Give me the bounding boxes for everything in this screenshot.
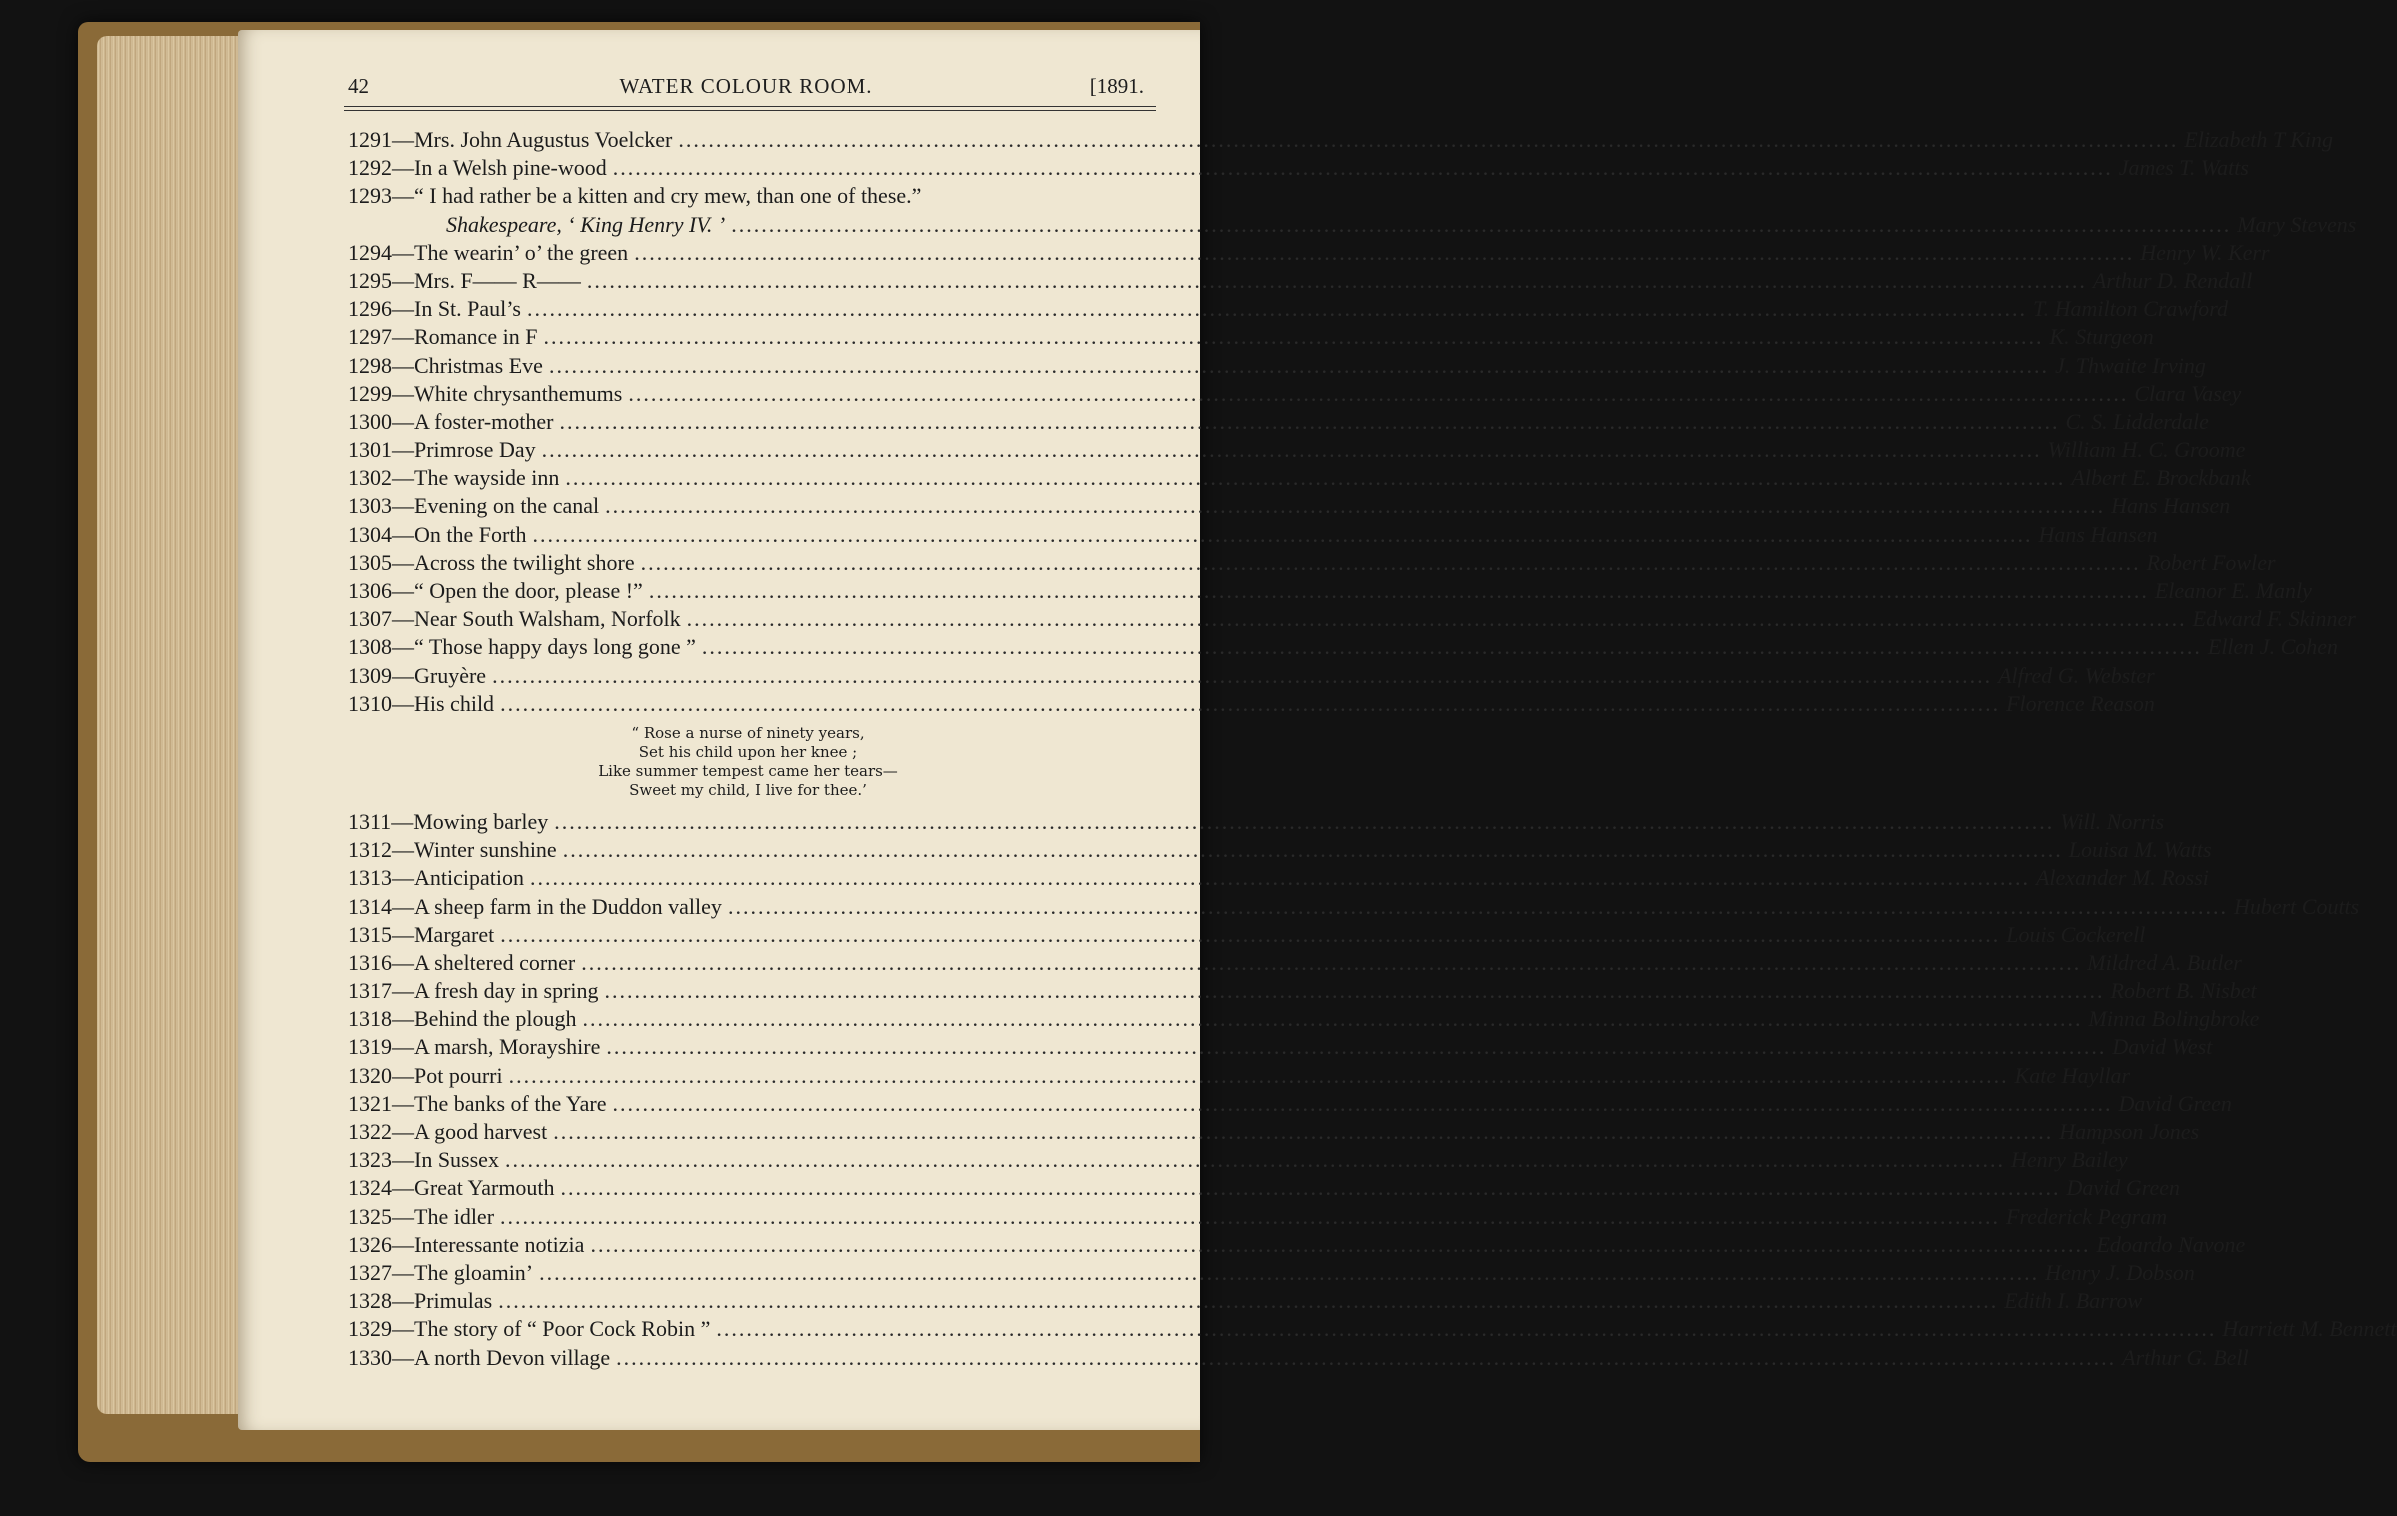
catalogue-entry: 1325 — The idler ........................................................................................................................................................................................................ Frederick Pegram <box>348 1203 2168 1229</box>
entry-number: 1291 <box>348 127 392 152</box>
entry-artist: Mary Stevens <box>2237 211 2357 237</box>
page-title: WATER COLOUR ROOM. <box>619 74 873 98</box>
catalogue-entries <box>348 126 2397 1372</box>
leader-dots: ........................................................................................................................................................................................................ <box>686 606 2187 632</box>
entry-title: A foster-mother <box>414 408 554 434</box>
leader-dots: ........................................................................................................................................................................................................ <box>526 296 2027 322</box>
entry-title: Interessante notizia <box>414 1231 585 1257</box>
entry-artist: Louis Cockerell <box>2006 921 2146 947</box>
leader-dots: ........................................................................................................................................................................................................ <box>543 324 2044 350</box>
catalogue-entry: 1317 — A fresh day in spring ........................................................................................................................................................................................................ Robert B. Nisbet <box>348 978 2257 1004</box>
entry-number: 1328 <box>348 1288 392 1314</box>
entry-artist: Alfred G. Webster <box>1998 662 2155 688</box>
leader-dots: ........................................................................................................................................................................................................ <box>678 127 2179 152</box>
entry-title: A good harvest <box>414 1119 548 1144</box>
catalogue-entry: 1326 — Interessante notizia ........................................................................................................................................................................................................ Edoardo Navone <box>348 1231 2246 1257</box>
header-rule <box>344 110 1156 111</box>
entry-number: 1322 <box>348 1119 392 1144</box>
catalogue-entry: 1328 — Primulas ........................................................................................................................................................................................................ Edith I. Barrow <box>348 1288 2143 1314</box>
leader-dots: ........................................................................................................................................................................................................ <box>553 1119 2054 1144</box>
entry-title: The wearin’ o’ the green <box>414 239 629 265</box>
catalogue-entry: 1293 — “ I had rather be a kitten and cry mew, than one of these.” <box>348 183 922 209</box>
entry-artist: Minna Bolingbroke <box>2088 1006 2260 1032</box>
entry-title: The gloamin’ <box>414 1259 534 1285</box>
entry-number: 1318 <box>348 1006 392 1032</box>
catalogue-entry: 1312 — Winter sunshine ........................................................................................................................................................................................................ Louisa M. Watts <box>348 837 2212 863</box>
entry-artist: David Green <box>2066 1175 2180 1201</box>
leader-dots: ........................................................................................................................................................................................................ <box>498 1288 1999 1314</box>
catalogue-entry: 1311 — Mowing barley ........................................................................................................................................................................................................ Will. Norris <box>348 808 2165 834</box>
leader-dots: ........................................................................................................................................................................................................ <box>731 211 2232 237</box>
entry-artist: Arthur D. Rendall <box>2092 267 2253 293</box>
leader-dots: ........................................................................................................................................................................................................ <box>582 1006 2083 1032</box>
catalogue-entry: 1319 — A marsh, Morayshire ........................................................................................................................................................................................................ David West <box>348 1034 2213 1060</box>
leader-dots: ........................................................................................................................................................................................................ <box>492 662 1993 688</box>
entry-number: 1315 <box>348 921 392 947</box>
leader-dots: ........................................................................................................................................................................................................ <box>539 1259 2040 1285</box>
entry-number: 1327 <box>348 1259 392 1285</box>
entry-artist: Hubert Coutts <box>2233 893 2360 919</box>
catalogue-entry: 1327 — The gloamin’ ........................................................................................................................................................................................................ Henry J. Dobson <box>348 1259 2195 1285</box>
leader-dots: ........................................................................................................................................................................................................ <box>727 893 2228 919</box>
catalogue-entry: 1307 — Near South Walsham, Norfolk ........................................................................................................................................................................................................ Edward F. Skinner <box>348 606 2356 632</box>
entry-artist: Will. Norris <box>2060 808 2165 834</box>
leader-dots: ........................................................................................................................................................................................................ <box>500 1203 2001 1229</box>
entry-title: “ Open the door, please !” <box>414 578 643 603</box>
page-header <box>348 74 1144 108</box>
catalogue-entry: 1302 — The wayside inn ........................................................................................................................................................................................................ Albert E. Brockbank <box>348 465 2251 491</box>
entry-artist: Henry Bailey <box>2010 1147 2128 1173</box>
entry-number: 1314 <box>348 893 392 919</box>
leader-dots: ........................................................................................................................................................................................................ <box>562 837 2063 863</box>
entry-number: 1296 <box>348 296 392 322</box>
catalogue-entry: 1310 — His child ........................................................................................................................................................................................................ Florence Reason <box>348 690 2155 716</box>
leader-dots: ........................................................................................................................................................................................................ <box>560 1175 2061 1201</box>
leader-dots: ........................................................................................................................................................................................................ <box>504 1147 2005 1173</box>
poem-line: “ Rose a nurse of ninety years, <box>631 723 865 742</box>
entry-number: 1321 <box>348 1090 392 1116</box>
entry-artist: Edward F. Skinner <box>2192 606 2356 632</box>
entry-number: 1324 <box>348 1175 392 1201</box>
leader-dots: ........................................................................................................................................................................................................ <box>648 578 2149 603</box>
entry-artist: Henry J. Dobson <box>2045 1259 2195 1285</box>
entry-number: 1305 <box>348 549 392 575</box>
entry-title: Evening on the canal <box>414 493 600 519</box>
entry-title: In St. Paul’s <box>414 296 521 322</box>
entry-artist: William H. C. Groome <box>2047 437 2246 463</box>
entry-number: 1319 <box>348 1034 392 1060</box>
entry-title: Behind the plough <box>414 1006 577 1032</box>
entry-artist: Florence Reason <box>2006 690 2155 716</box>
entry-number: 1308 <box>348 634 392 660</box>
entry-number: 1325 <box>348 1203 392 1229</box>
catalogue-entry: 1320 — Pot pourri ........................................................................................................................................................................................................ Kate Hayllar <box>348 1062 2131 1088</box>
catalogue-entry: 1300 — A foster-mother ........................................................................................................................................................................................................ C. S. Lidderdale <box>348 408 2209 434</box>
entry-title: The banks of the Yare <box>414 1090 607 1116</box>
catalogue-entry-continuation <box>348 211 2357 239</box>
entry-title: Gruyère <box>414 662 487 688</box>
entry-artist: Ellen J. Cohen <box>2207 634 2339 660</box>
entry-title: Primulas <box>414 1288 493 1314</box>
leader-dots: ........................................................................................................................................................................................................ <box>508 1062 2009 1088</box>
catalogue-entry: 1299 — White chrysanthemums ........................................................................................................................................................................................................ Clara Vasey <box>348 380 2242 406</box>
catalogue-entry: 1295 — Mrs. F—— R—— ........................................................................................................................................................................................................ Arthur D. Rendall <box>348 267 2253 293</box>
entry-artist: Hans Hansen <box>2038 521 2158 547</box>
entry-number: 1304 <box>348 521 392 547</box>
catalogue-entry: 1330 — A north Devon village ........................................................................................................................................................................................................ Arthur G. Bell <box>348 1344 2249 1370</box>
catalogue-entry: 1313 — Anticipation ........................................................................................................................................................................................................ Alexander M. Rossi <box>348 865 2209 891</box>
entry-source: Shakespeare, ‘ King Henry IV. ’ <box>446 211 726 237</box>
entry-title: “ Those happy days long gone ” <box>414 634 696 660</box>
catalogue-entry: 1303 — Evening on the canal ........................................................................................................................................................................................................ Hans Hansen <box>348 493 2231 519</box>
catalogue-entry: 1298 — Christmas Eve ........................................................................................................................................................................................................ J. Thwaite Irving <box>348 352 2206 378</box>
entry-artist: Alexander M. Rossi <box>2035 865 2209 891</box>
entry-artist: Arthur G. Bell <box>2122 1344 2249 1370</box>
entry-title: In Sussex <box>414 1147 499 1173</box>
entry-title: The wayside inn <box>414 465 560 491</box>
entry-number: 1306 <box>348 578 392 603</box>
entry-number: 1311 <box>348 808 392 834</box>
catalogue-entry: 1322 — A good harvest ........................................................................................................................................................................................................ Hampson Jones <box>348 1119 2200 1144</box>
entry-artist: Louisa M. Watts <box>2068 837 2212 863</box>
leader-dots: ........................................................................................................................................................................................................ <box>634 239 2135 265</box>
poem-line: Sweet my child, I live for thee.’ <box>629 780 867 799</box>
entry-artist: David Green <box>2118 1090 2232 1116</box>
entry-title: A marsh, Morayshire <box>414 1034 601 1060</box>
leader-dots: ........................................................................................................................................................................................................ <box>565 465 2066 491</box>
entry-title: Margaret <box>414 921 495 947</box>
entry-artist: Harriett M. Bennett <box>2222 1316 2397 1342</box>
leader-dots: ........................................................................................................................................................................................................ <box>606 1034 2107 1060</box>
entry-number: 1295 <box>348 267 392 293</box>
entry-artist: Edith I. Barrow <box>2004 1288 2143 1314</box>
entry-number: 1292 <box>348 155 392 181</box>
entry-title: A fresh day in spring <box>414 978 599 1004</box>
entry-number: 1300 <box>348 408 392 434</box>
entry-title: A sheep farm in the Duddon valley <box>414 893 722 919</box>
entry-artist: Henry W. Kerr <box>2140 239 2270 265</box>
leader-dots: ........................................................................................................................................................................................................ <box>541 437 2042 463</box>
leader-dots: ........................................................................................................................................................................................................ <box>612 1090 2113 1116</box>
leader-dots: ........................................................................................................................................................................................................ <box>529 865 2030 891</box>
poem-line: Like summer tempest came her tears— <box>598 761 898 780</box>
leader-dots: ........................................................................................................................................................................................................ <box>500 690 2001 716</box>
entry-title: His child <box>414 690 495 716</box>
entry-group <box>348 808 2397 1372</box>
entry-artist: Kate Hayllar <box>2014 1062 2131 1088</box>
entry-number: 1323 <box>348 1147 392 1173</box>
header-rule <box>344 106 1156 107</box>
entry-artist: J. Thwaite Irving <box>2054 352 2206 378</box>
leader-dots: ........................................................................................................................................................................................................ <box>554 808 2055 834</box>
entry-number: 1312 <box>348 837 392 863</box>
entry-number: 1307 <box>348 606 392 632</box>
leader-dots: ........................................................................................................................................................................................................ <box>640 549 2141 575</box>
entry-title: A north Devon village <box>414 1344 611 1370</box>
entry-artist: Mildred A. Butler <box>2087 949 2242 975</box>
entry-title: A sheltered corner <box>414 949 576 975</box>
catalogue-entry: 1324 — Great Yarmouth ........................................................................................................................................................................................................ David Green <box>348 1175 2180 1201</box>
leader-dots: ........................................................................................................................................................................................................ <box>716 1316 2217 1342</box>
entry-number: 1329 <box>348 1316 392 1342</box>
catalogue-entry: 1308 — “ Those happy days long gone ” ........................................................................................................................................................................................................ Ellen J. Cohen <box>348 634 2339 660</box>
entry-artist: James T. Watts <box>2118 155 2249 181</box>
catalogue-entry: 1309 — Gruyère ........................................................................................................................................................................................................ Alfred G. Webster <box>348 662 2155 688</box>
entry-group <box>348 126 2334 182</box>
catalogue-entry: 1314 — A sheep farm in the Duddon valley ........................................................................................................................................................................................................ Hubert Coutts <box>348 893 2360 919</box>
entry-artist: T. Hamilton Crawford <box>2032 296 2228 322</box>
entry-title: Mrs. John Augustus Voelcker <box>414 127 673 152</box>
entry-number: 1299 <box>348 380 392 406</box>
entry-number: 1293 <box>348 183 392 209</box>
entry-title: The story of “ Poor Cock Robin ” <box>414 1316 711 1342</box>
entry-group <box>348 239 2356 718</box>
entry-title: The idler <box>414 1203 495 1229</box>
catalogue-entry: 1316 — A sheltered corner ........................................................................................................................................................................................................ Mildred A. Butler <box>348 949 2242 975</box>
leader-dots: ........................................................................................................................................................................................................ <box>590 1231 2091 1257</box>
entry-artist: Frederick Pegram <box>2006 1203 2168 1229</box>
page-year: [1891. <box>1089 74 1144 98</box>
entry-title: In a Welsh pine-wood <box>414 155 607 181</box>
entry-artist: K. Sturgeon <box>2049 324 2154 350</box>
catalogue-entry: 1294 — The wearin’ o’ the green ........................................................................................................................................................................................................ Henry W. Kerr <box>348 239 2270 265</box>
catalogue-entry: 1304 — On the Forth ........................................................................................................................................................................................................ Hans Hansen <box>348 521 2158 547</box>
entry-title: White chrysanthemums <box>414 380 623 406</box>
leader-dots: ........................................................................................................................................................................................................ <box>604 978 2105 1004</box>
catalogue-entry: 1315 — Margaret ........................................................................................................................................................................................................ Louis Cockerell <box>348 921 2146 947</box>
entry-artist: Albert E. Brockbank <box>2071 465 2251 491</box>
leader-dots: ........................................................................................................................................................................................................ <box>586 267 2087 293</box>
entry-number: 1298 <box>348 352 392 378</box>
catalogue-entry: 1321 — The banks of the Yare ........................................................................................................................................................................................................ David Green <box>348 1090 2232 1116</box>
catalogue-entry: 1297 — Romance in F ........................................................................................................................................................................................................ K. Sturgeon <box>348 324 2154 350</box>
entry-artist: Eleanor E. Manly <box>2154 578 2312 603</box>
catalogue-entry: 1323 — In Sussex ........................................................................................................................................................................................................ Henry Bailey <box>348 1147 2128 1173</box>
catalogue-entry: 1305 — Across the twilight shore ........................................................................................................................................................................................................ Robert Fowler <box>348 549 2276 575</box>
catalogue-entry: 1291 — Mrs. John Augustus Voelcker ........................................................................................................................................................................................................ Elizabeth T King <box>348 127 2334 152</box>
entry-artist: Hans Hansen <box>2111 493 2231 519</box>
entry-title: Mrs. F—— R—— <box>414 267 581 293</box>
entry-artist: Robert B. Nisbet <box>2110 978 2257 1004</box>
entry-number: 1302 <box>348 465 392 491</box>
entry-title: Near South Walsham, Norfolk <box>414 606 681 632</box>
leader-dots: ........................................................................................................................................................................................................ <box>581 949 2082 975</box>
entry-artist: David West <box>2112 1034 2213 1060</box>
leader-dots: ........................................................................................................................................................................................................ <box>548 352 2049 378</box>
entry-number: 1313 <box>348 865 392 891</box>
entry-artist: Clara Vasey <box>2134 380 2242 406</box>
entry-artist: Hampson Jones <box>2059 1119 2200 1144</box>
entry-title: Anticipation <box>414 865 524 891</box>
entry-number: 1330 <box>348 1344 392 1370</box>
page-number: 42 <box>348 74 369 98</box>
entry-number: 1326 <box>348 1231 392 1257</box>
entry-title: On the Forth <box>414 521 527 547</box>
leader-dots: ........................................................................................................................................................................................................ <box>616 1344 2117 1370</box>
leader-dots: ........................................................................................................................................................................................................ <box>701 634 2202 660</box>
entry-title: “ I had rather be a kitten and cry mew, than one of these.” <box>414 183 922 209</box>
entry-number: 1303 <box>348 493 392 519</box>
entry-title: Mowing barley <box>413 808 549 834</box>
entry-number: 1320 <box>348 1062 392 1088</box>
entry-title: Pot pourri <box>414 1062 503 1088</box>
catalogue-entry: 1292 — In a Welsh pine-wood ........................................................................................................................................................................................................ James T. Watts <box>348 155 2249 181</box>
entry-number: 1316 <box>348 949 392 975</box>
entry-number: 1294 <box>348 239 392 265</box>
entry-artist: Edoardo Navone <box>2096 1231 2246 1257</box>
entry-title: Great Yarmouth <box>414 1175 555 1201</box>
entry-title: Primrose Day <box>414 437 536 463</box>
entry-title: Across the twilight shore <box>414 549 635 575</box>
catalogue-entry: 1306 — “ Open the door, please !” ........................................................................................................................................................................................................ Eleanor E. Manly <box>348 578 2312 603</box>
leader-dots: ........................................................................................................................................................................................................ <box>605 493 2106 519</box>
leader-dots: ........................................................................................................................................................................................................ <box>500 921 2001 947</box>
leader-dots: ........................................................................................................................................................................................................ <box>612 155 2113 181</box>
entry-title: Winter sunshine <box>414 837 557 863</box>
catalogue-entry: 1329 — The story of “ Poor Cock Robin ” ........................................................................................................................................................................................................ Harriett M. Bennett <box>348 1316 2397 1342</box>
entry-number: 1301 <box>348 437 392 463</box>
page-edges <box>97 36 247 1414</box>
entry-number: 1310 <box>348 690 392 716</box>
catalogue-entry: 1301 — Primrose Day ........................................................................................................................................................................................................ William H. C. Groome <box>348 437 2246 463</box>
entry-number: 1297 <box>348 324 392 350</box>
leader-dots: ........................................................................................................................................................................................................ <box>532 521 2033 547</box>
entry-number: 1309 <box>348 662 392 688</box>
leader-dots: ........................................................................................................................................................................................................ <box>628 380 2129 406</box>
catalogue-entry: 1318 — Behind the plough ........................................................................................................................................................................................................ Minna Bolingbroke <box>348 1006 2260 1032</box>
entry-artist: C. S. Lidderdale <box>2065 408 2209 434</box>
poem-quote <box>348 718 1148 808</box>
entry-artist: Elizabeth T King <box>2184 127 2334 152</box>
entry-number: 1317 <box>348 978 392 1004</box>
poem-line: Set his child upon her knee ; <box>638 742 858 761</box>
leader-dots: ........................................................................................................................................................................................................ <box>559 408 2060 434</box>
entry-title: Christmas Eve <box>414 352 543 378</box>
catalogue-entry: 1296 — In St. Paul’s ........................................................................................................................................................................................................ T. Hamilton Crawford <box>348 296 2228 322</box>
entry-title: Romance in F <box>414 324 538 350</box>
entry-artist: Robert Fowler <box>2146 549 2276 575</box>
